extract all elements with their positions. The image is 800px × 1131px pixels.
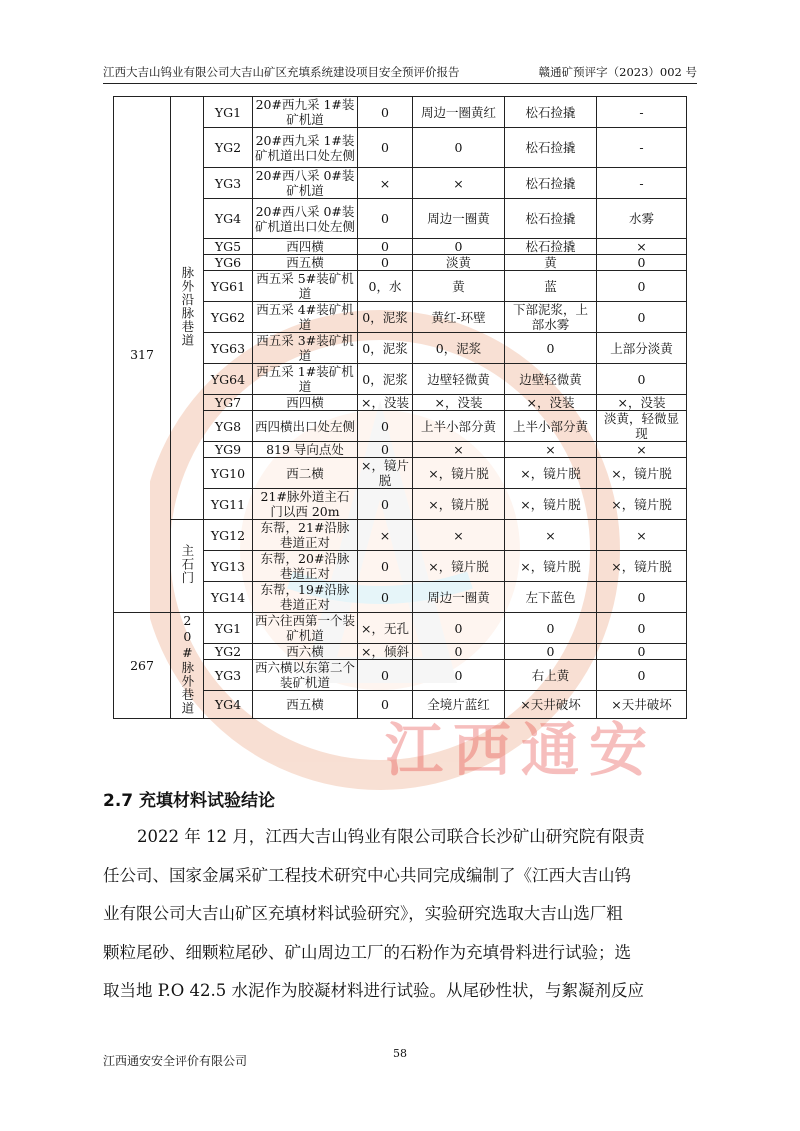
monitoring-table [113,96,687,719]
reading-cell: × [413,168,505,199]
reading-cell: 0 [358,255,413,271]
reading-cell: 松石捡撬 [505,168,597,199]
reading-cell: ×天井破坏 [597,691,687,719]
location-cell: 西四横 [253,239,358,255]
reading-cell: × [413,520,505,551]
point-id-cell: YG4 [204,199,253,239]
reading-cell: 0 [413,128,505,168]
location-cell: 西六往西第一个装矿机道 [253,613,358,644]
reading-cell: 0 [597,271,687,302]
reading-cell: ×，镜片脱 [413,489,505,520]
point-id-cell: YG12 [204,520,253,551]
reading-cell: 0 [597,613,687,644]
reading-cell: 边壁轻微黄 [505,364,597,395]
reading-cell: 0 [597,255,687,271]
reading-cell: 0 [358,411,413,442]
location-cell: 西二横 [253,458,358,489]
reading-cell: 0 [358,128,413,168]
reading-cell: 0 [597,582,687,613]
reading-cell: ×，镜片脱 [597,458,687,489]
reading-cell: 0 [505,613,597,644]
reading-cell: 0 [358,691,413,719]
point-id-cell: YG8 [204,411,253,442]
paragraph-line: 颗粒尾砂、细颗粒尾砂、矿山周边工厂的石粉作为充填骨料进行试验；选 [103,942,631,962]
point-id-cell: YG3 [204,168,253,199]
location-cell: 20#西八采 0#装矿机道出口处左侧 [253,199,358,239]
reading-cell: 松石捡撬 [505,97,597,128]
point-id-cell: YG3 [204,660,253,691]
reading-cell: × [597,442,687,458]
reading-cell: 0 [413,239,505,255]
reading-cell: 淡黄 [413,255,505,271]
reading-cell: 水雾 [597,199,687,239]
reading-cell: 下部泥浆，上部水雾 [505,302,597,333]
point-id-cell: YG61 [204,271,253,302]
table-row [114,613,687,644]
reading-cell: - [597,128,687,168]
location-cell: 西六横 [253,644,358,660]
reading-cell: 松石捡撬 [505,199,597,239]
reading-cell: 右上黄 [505,660,597,691]
paragraph-line: 2022 年 12 月，江西大吉山钨业有限公司联合长沙矿山研究院有限责 [137,827,645,846]
reading-cell: 0 [597,644,687,660]
reading-cell: 0，泥浆 [358,302,413,333]
reading-cell: 0 [597,660,687,691]
reading-cell: ×，镜片脱 [413,551,505,582]
location-group-cell [171,520,204,613]
table-row [114,520,687,551]
reading-cell: ×，没装 [505,395,597,411]
location-cell: 20#西九采 1#装矿机道出口处左侧 [253,128,358,168]
reading-cell: × [505,442,597,458]
reading-cell: ×，没装 [597,395,687,411]
point-id-cell: YG5 [204,239,253,255]
reading-cell: ×，没装 [358,395,413,411]
reading-cell: 黄红-环壁 [413,302,505,333]
section-paragraph [103,818,698,1011]
reading-cell: 0 [358,660,413,691]
reading-cell: 全境片蓝红 [413,691,505,719]
point-id-cell: YG1 [204,97,253,128]
reading-cell: × [597,520,687,551]
point-id-cell: YG10 [204,458,253,489]
location-group-cell [171,613,204,719]
reading-cell: ×天井破坏 [505,691,597,719]
reading-cell: ×，倾斜 [358,644,413,660]
reading-cell: 0 [505,644,597,660]
page-header [103,60,697,84]
location-cell: 西五采 1#装矿机道 [253,364,358,395]
reading-cell: 0，水 [358,271,413,302]
reading-cell: 0 [597,364,687,395]
reading-cell: 0 [413,613,505,644]
reading-cell: 蓝 [505,271,597,302]
location-cell: 东帮，21#沿脉巷道正对 [253,520,358,551]
reading-cell: 边壁轻微黄 [413,364,505,395]
point-id-cell: YG2 [204,128,253,168]
reading-cell: - [597,168,687,199]
location-cell: 西五采 3#装矿机道 [253,333,358,364]
location-cell: 西四横 [253,395,358,411]
reading-cell: 淡黄，轻微显现 [597,411,687,442]
reading-cell: 0 [358,582,413,613]
point-id-cell: YG1 [204,613,253,644]
reading-cell: ×，镜片脱 [413,458,505,489]
reading-cell: 上半小部分黄 [505,411,597,442]
point-id-cell: YG62 [204,302,253,333]
location-cell: 21#脉外道主石门以西 20m [253,489,358,520]
point-id-cell: YG11 [204,489,253,520]
point-id-cell: YG13 [204,551,253,582]
reading-cell: 松石捡撬 [505,239,597,255]
reading-cell: × [358,520,413,551]
point-id-cell: YG63 [204,333,253,364]
reading-cell: 0 [413,644,505,660]
paragraph-line: 业有限公司大吉山矿区充填材料试验研究》，实验研究选取大吉山选厂粗 [103,904,623,923]
location-group-cell [171,97,204,520]
section-heading: 2.7 充填材料试验结论 [103,791,276,811]
location-cell: 西五采 5#装矿机道 [253,271,358,302]
report-title: 江西大吉山钨业有限公司大吉山矿区充填系统建设项目安全预评价报告 [103,65,460,79]
watermark-text: 江西通安 [385,716,658,784]
reading-cell: ×，镜片脱 [597,489,687,520]
location-cell: 西六横以东第二个装矿机道 [253,660,358,691]
location-group-label: 20#脉外巷道 [179,613,195,715]
level-cell: 317 [114,97,171,613]
reading-cell: ×，镜片脱 [505,551,597,582]
reading-cell: × [505,520,597,551]
reading-cell: × [413,442,505,458]
point-id-cell: YG14 [204,582,253,613]
location-cell: 20#西八采 0#装矿机道 [253,168,358,199]
location-cell: 东帮，20#沿脉巷道正对 [253,551,358,582]
reading-cell: - [597,97,687,128]
level-cell: 267 [114,613,171,719]
reading-cell: 松石捡撬 [505,128,597,168]
reading-cell: × [358,168,413,199]
reading-cell: 周边一圈黄红 [413,97,505,128]
reading-cell: 0 [505,333,597,364]
location-cell: 东帮，19#沿脉巷道正对 [253,582,358,613]
reading-cell: 周边一圈黄 [413,199,505,239]
location-cell: 西四横出口处左侧 [253,411,358,442]
point-id-cell: YG9 [204,442,253,458]
reading-cell: × [597,239,687,255]
point-id-cell: YG6 [204,255,253,271]
reading-cell: ×，镜片脱 [505,458,597,489]
reading-cell: 0 [358,239,413,255]
reading-cell: 0 [358,551,413,582]
reading-cell: ×，镜片脱 [597,551,687,582]
footer-company: 江西通安安全评价有限公司 [103,1054,248,1068]
paragraph-line: 任公司、国家金属采矿工程技术研究中心共同完成编制了《江西大吉山钨 [103,865,631,885]
reading-cell: 0 [358,97,413,128]
point-id-cell: YG64 [204,364,253,395]
reading-cell: 黄 [505,255,597,271]
location-cell: 819 导向点处 [253,442,358,458]
document-number: 赣通矿预评字（2023）002 号 [538,65,697,79]
location-group-label: 主石门 [179,544,195,585]
reading-cell: 黄 [413,271,505,302]
location-cell: 西五横 [253,691,358,719]
location-cell: 西五横 [253,255,358,271]
reading-cell: 0 [358,199,413,239]
reading-cell: 左下蓝色 [505,582,597,613]
point-id-cell: YG7 [204,395,253,411]
reading-cell: 0 [358,489,413,520]
reading-cell: 上半小部分黄 [413,411,505,442]
location-cell: 20#西九采 1#装矿机道 [253,97,358,128]
reading-cell: 0 [358,442,413,458]
reading-cell: 0 [597,302,687,333]
reading-cell: 上部分淡黄 [597,333,687,364]
reading-cell: 0，泥浆 [358,333,413,364]
reading-cell: ×，没装 [413,395,505,411]
point-id-cell: YG4 [204,691,253,719]
location-cell: 西五采 4#装矿机道 [253,302,358,333]
reading-cell: ×，无孔 [358,613,413,644]
reading-cell: 0，泥浆 [413,333,505,364]
reading-cell: 周边一圈黄 [413,582,505,613]
paragraph-line: 取当地 P.O 42.5 水泥作为胶凝材料进行试验。从尾砂性状，与絮凝剂反应 [103,981,645,1000]
point-id-cell: YG2 [204,644,253,660]
location-group-label: 脉外沿脉巷道 [179,266,195,347]
reading-cell: ×，镜片脱 [358,458,413,489]
page-number: 58 [393,1047,407,1060]
reading-cell: 0，泥浆 [358,364,413,395]
table-row [114,97,687,128]
reading-cell: 0 [413,660,505,691]
reading-cell: ×，镜片脱 [505,489,597,520]
